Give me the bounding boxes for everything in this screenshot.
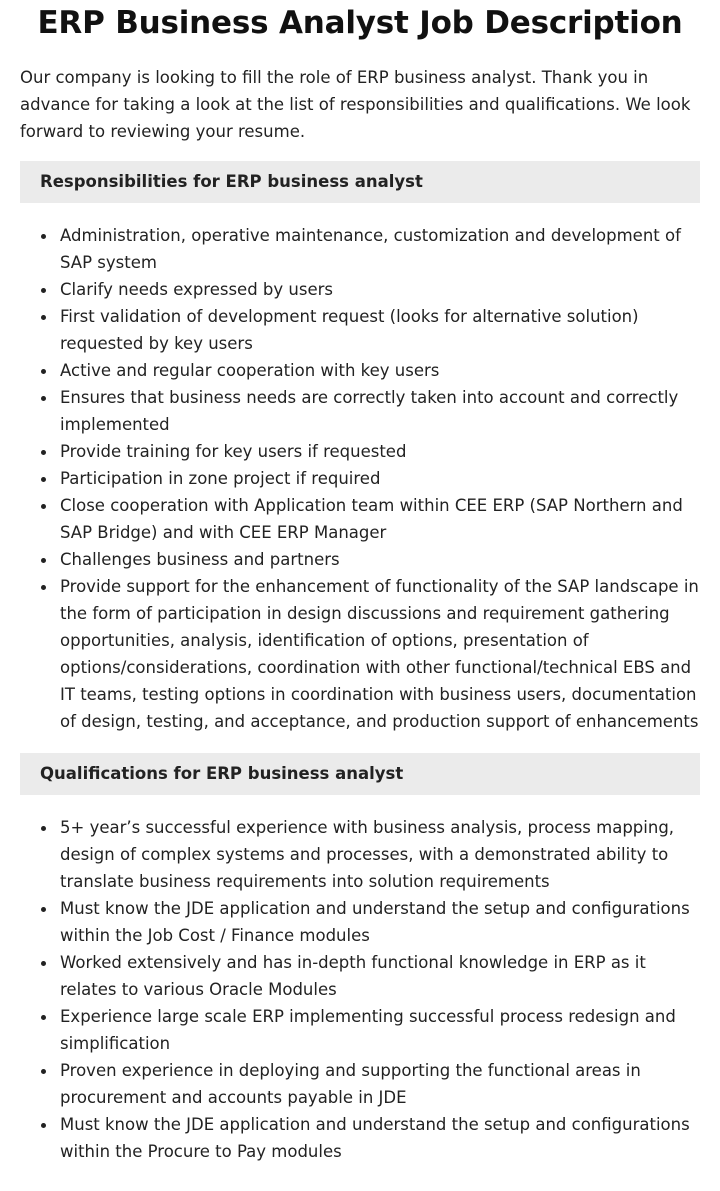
qualifications-list [20,814,700,1165]
qualification-item: Must know the JDE application and understand the setup and configurations within the Procure to Pay modules [60,1111,700,1165]
qualification-item: Worked extensively and has in-depth functional knowledge in ERP as it relates to various Oracle Modules [60,949,700,1003]
intro-paragraph: Our company is looking to fill the role of ERP business analyst. Thank you in advance for taking a look at the list of responsibilities and qualifications. We look forward to reviewing your resume. [20,68,691,141]
qualifications-heading: Qualifications for ERP business analyst [20,753,700,795]
responsibilities-list [20,222,700,735]
responsibility-item: Participation in zone project if required [60,465,700,492]
responsibility-item: Provide training for key users if requested [60,438,700,465]
responsibility-item: Active and regular cooperation with key users [60,357,700,384]
page-title: ERP Business Analyst Job Description [37,5,683,41]
responsibility-item: Challenges business and partners [60,546,700,573]
qualification-item: Must know the JDE application and understand the setup and configurations within the Job Cost / Finance modules [60,895,700,949]
qualification-item: Proven experience in deploying and supporting the functional areas in procurement and accounts payable in JDE [60,1057,700,1111]
responsibility-item: Close cooperation with Application team within CEE ERP (SAP Northern and SAP Bridge) and with CEE ERP Manager [60,492,700,546]
responsibility-item: Administration, operative maintenance, customization and development of SAP system [60,222,700,276]
responsibility-item: Clarify needs expressed by users [60,276,700,303]
qualification-item: 5+ year’s successful experience with business analysis, process mapping, design of complex systems and processes, with a demonstrated ability to translate business requirements into solution requirements [60,814,700,895]
responsibilities-heading: Responsibilities for ERP business analyst [20,161,700,203]
qualification-item: Experience large scale ERP implementing successful process redesign and simplification [60,1003,700,1057]
responsibility-item: Ensures that business needs are correctly taken into account and correctly implemented [60,384,700,438]
responsibility-item: First validation of development request (looks for alternative solution) requested by key users [60,303,700,357]
responsibility-item: Provide support for the enhancement of functionality of the SAP landscape in the form of participation in design discussions and requirement gathering opportunities, analysis, identification of options, presentation of options/considerations, coordination with other functional/technical EBS and IT teams, testing options in coordination with business users, documentation of design, testing, and acceptance, and production support of enhancements [60,573,700,735]
